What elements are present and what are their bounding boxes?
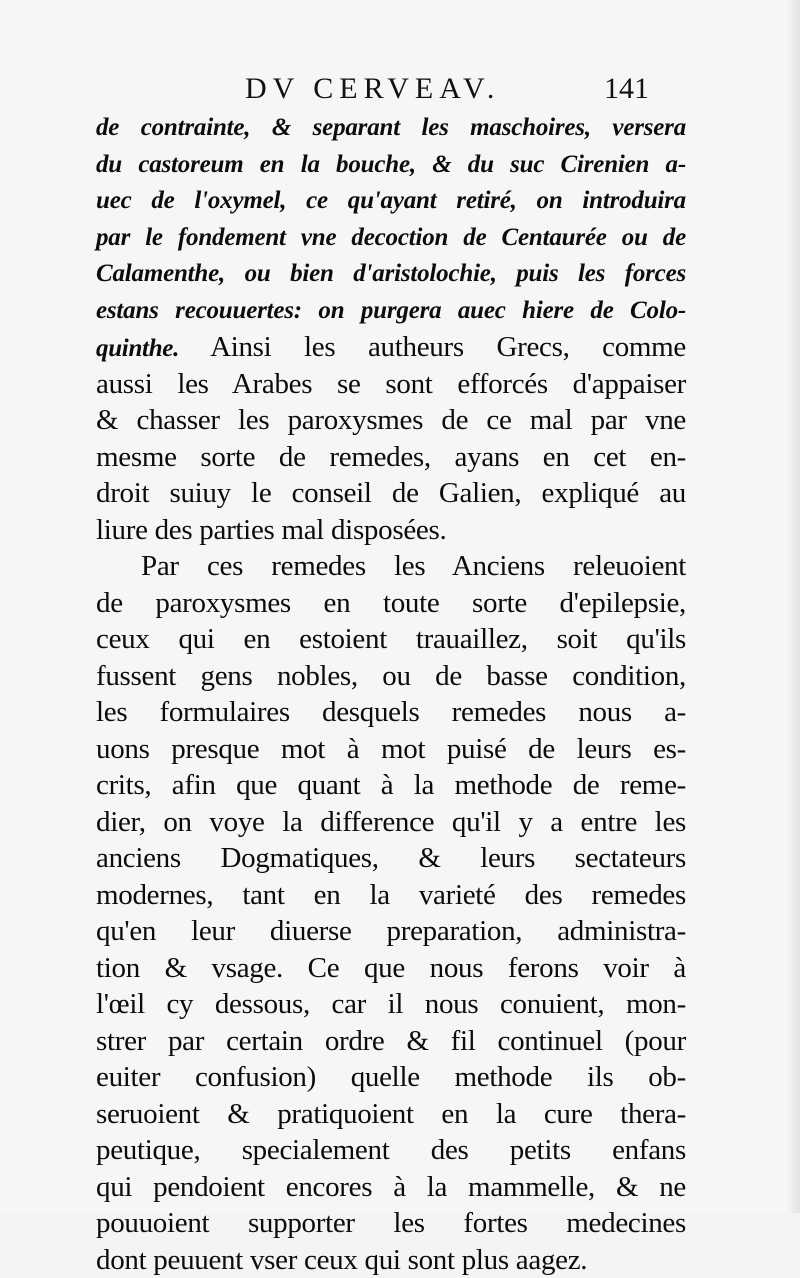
roman-fragment: Ainsi les autheurs Grecs, comme — [179, 331, 686, 363]
text-line: droit suiuy le conseil de Galien, expliqué au — [96, 475, 686, 512]
text-line: pouuoient supporter les fortes medecines — [96, 1205, 686, 1242]
text-line: seruoient & pratiquoient en la cure thera- — [96, 1096, 686, 1133]
text-line: liure des parties mal disposées. — [96, 512, 686, 549]
text-line: dier, on voye la difference qu'il y a entre les — [96, 804, 686, 841]
text-line: uec de l'oxymel, ce qu'ayant retiré, on introduira — [96, 183, 686, 220]
text-line: du castoreum en la bouche, & du suc Cirenien a- — [96, 147, 686, 184]
text-block — [96, 110, 686, 1278]
italic-passage — [96, 110, 686, 329]
text-line: les formulaires desquels remedes nous a- — [96, 694, 686, 731]
page-number: 141 — [604, 72, 649, 106]
text-line: tion & vsage. Ce que nous ferons voir à — [96, 950, 686, 987]
paragraph-1 — [96, 329, 686, 548]
text-line: mesme sorte de remedes, ayans en cet en- — [96, 439, 686, 476]
page-edge-shadow — [786, 0, 800, 1213]
page-header — [0, 72, 800, 112]
text-line: par le fondement vne decoction de Centaurée ou de — [96, 220, 686, 257]
text-line — [96, 329, 686, 366]
paragraph-2 — [96, 548, 686, 1278]
text-line: de contrainte, & separant les maschoires, versera — [96, 110, 686, 147]
text-line: peutique, specialement des petits enfans — [96, 1132, 686, 1169]
text-line: & chasser les paroxysmes de ce mal par vne — [96, 402, 686, 439]
text-line: aussi les Arabes se sont efforcés d'appaiser — [96, 366, 686, 403]
text-line: l'œil cy dessous, car il nous conuient, mon- — [96, 986, 686, 1023]
text-line: Par ces remedes les Anciens releuoient — [96, 548, 686, 585]
text-line: qui pendoient encores à la mammelle, & ne — [96, 1169, 686, 1206]
text-line: fussent gens nobles, ou de basse condition, — [96, 658, 686, 695]
italic-fragment: quinthe. — [96, 335, 179, 362]
running-head: DV CERVEAV. — [245, 72, 500, 106]
text-line: ceux qui en estoient trauaillez, soit qu'ils — [96, 621, 686, 658]
text-line: euiter confusion) quelle methode ils ob- — [96, 1059, 686, 1096]
text-line: dont peuuent vser ceux qui sont plus aagez. — [96, 1242, 686, 1278]
text-line: de paroxysmes en toute sorte d'epilepsie, — [96, 585, 686, 622]
text-line: crits, afin que quant à la methode de reme- — [96, 767, 686, 804]
text-line: anciens Dogmatiques, & leurs sectateurs — [96, 840, 686, 877]
text-line: strer par certain ordre & fil continuel (pour — [96, 1023, 686, 1060]
text-line: qu'en leur diuerse preparation, administra- — [96, 913, 686, 950]
text-line: estans recouuertes: on purgera auec hiere de Colo- — [96, 293, 686, 330]
text-line: modernes, tant en la varieté des remedes — [96, 877, 686, 914]
text-line: Calamenthe, ou bien d'aristolochie, puis les forces — [96, 256, 686, 293]
text-line: uons presque mot à mot puisé de leurs es- — [96, 731, 686, 768]
